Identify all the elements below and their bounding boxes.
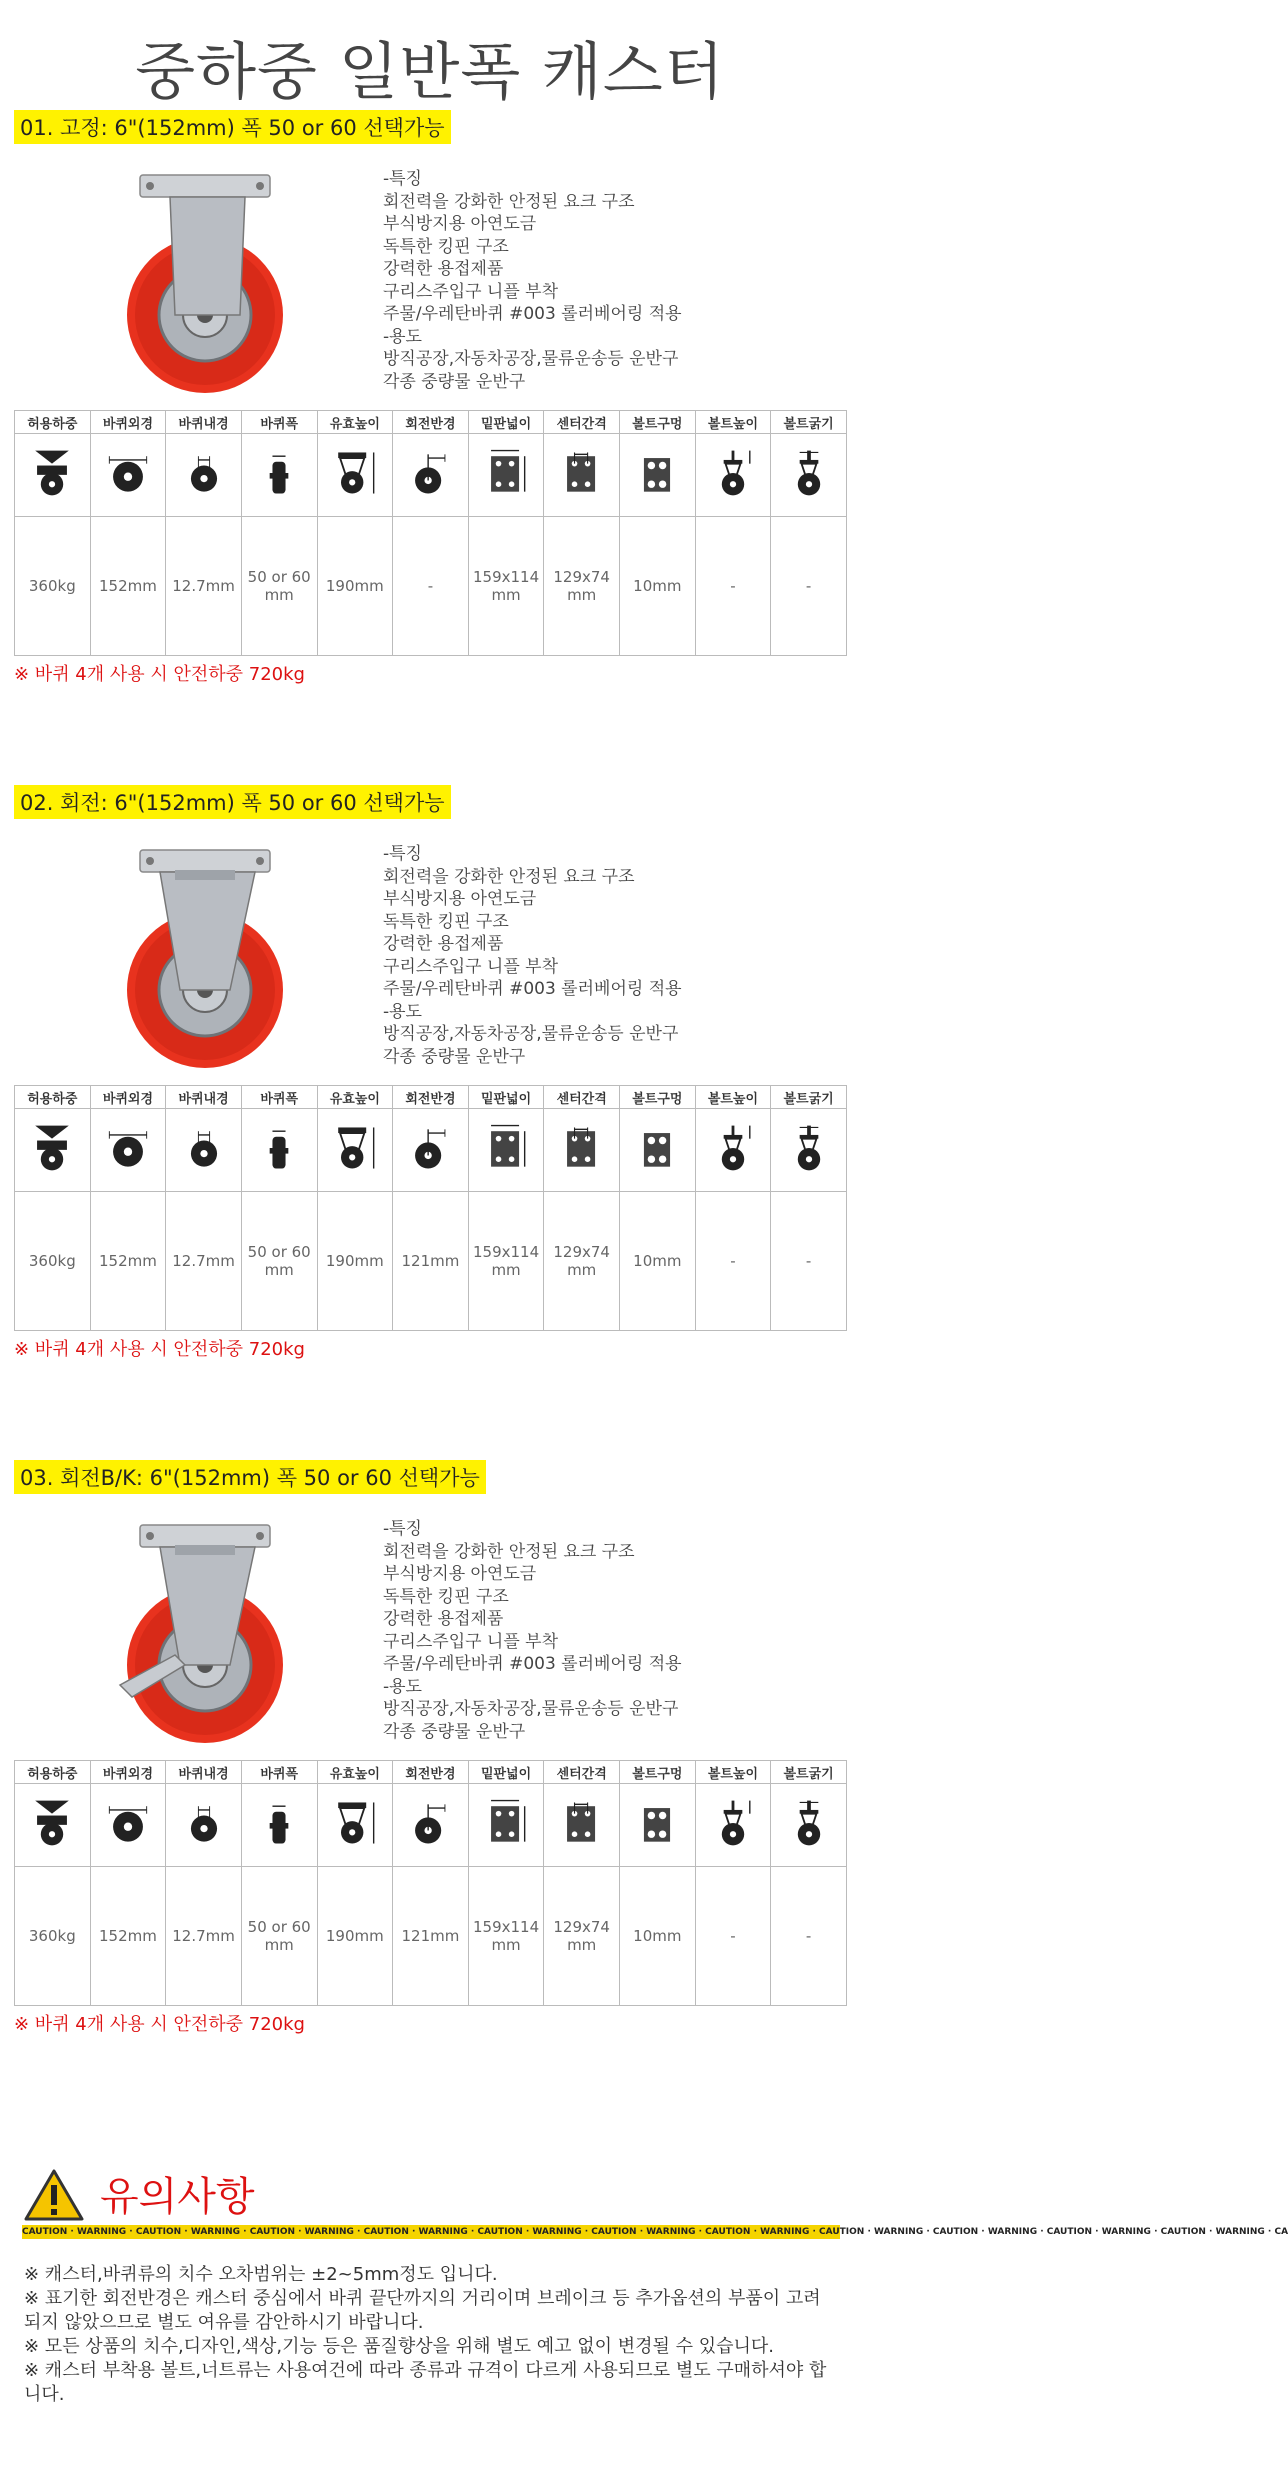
- effective-height-icon: [327, 1162, 383, 1180]
- spec-header: 센터간격: [544, 1086, 620, 1109]
- spec-value: -: [771, 517, 847, 656]
- product-section: [0, 110, 860, 785]
- effective-height-icon: [327, 1837, 383, 1855]
- bolt-height-icon: [705, 487, 761, 505]
- spec-icon-row: [15, 1784, 847, 1867]
- spec-value: 10mm: [620, 1867, 696, 2006]
- wheel-width-icon: [251, 1162, 307, 1180]
- feature-line: -특징: [383, 1519, 422, 1539]
- feature-line: 구리스주입구 니플 부착: [383, 1631, 559, 1652]
- feature-line: 회전력을 강화한 안정된 요크 구조: [383, 191, 635, 212]
- feature-line: -용도: [383, 1001, 422, 1022]
- spec-header: 볼트굵기: [771, 1761, 847, 1784]
- spec-value: 10mm: [620, 1192, 696, 1331]
- spec-value: 190mm: [317, 517, 393, 656]
- bolt-hole-icon: [629, 1162, 685, 1180]
- spec-value-row: [15, 517, 847, 656]
- spec-header: 볼트굵기: [771, 411, 847, 434]
- load-icon: [24, 1162, 80, 1180]
- spec-value: -: [393, 517, 469, 656]
- feature-line: 독특한 킹핀 구조: [383, 911, 509, 932]
- spec-icon-row: [15, 1109, 847, 1192]
- feature-line: -용도: [383, 1676, 422, 1697]
- spec-value: 159x114 mm: [468, 1192, 544, 1331]
- spec-value: 121mm: [393, 1192, 469, 1331]
- spec-header: 유효높이: [317, 1086, 393, 1109]
- spec-value-row: [15, 1867, 847, 2006]
- load-icon: [24, 487, 80, 505]
- feature-line: 각종 중량물 운반구: [383, 1046, 526, 1067]
- spec-value: 152mm: [90, 1867, 166, 2006]
- spec-value: 159x114 mm: [468, 517, 544, 656]
- page-title: 중하중 일반폭 캐스터: [135, 35, 725, 108]
- spec-value: 12.7mm: [166, 1867, 242, 2006]
- bolt-height-icon: [705, 1837, 761, 1855]
- caution-item: ※ 모든 상품의 치수,디자인,색상,기능 등은 품질향상을 위해 별도 예고 없이 변경될 수 있습니다.: [24, 2336, 774, 2357]
- plate-size-icon: [478, 1162, 534, 1180]
- section-heading: 03. 회전B/K: 6"(152mm) 폭 50 or 60 선택가능: [14, 1460, 486, 1494]
- center-spacing-icon: [554, 1162, 610, 1180]
- caution-item: ※ 표기한 회전반경은 캐스터 중심에서 바퀴 끝단까지의 거리이며 브레이크 등 추가옵션의 부품이 고려되지 않았으므로 별도 여유를 감안하시기 바랍니다.: [24, 2288, 821, 2333]
- feature-line: 독특한 킹핀 구조: [383, 1586, 509, 1607]
- center-spacing-icon: [554, 1837, 610, 1855]
- feature-line: 강력한 용접제품: [383, 259, 504, 279]
- spec-header: 허용하중: [15, 411, 91, 434]
- spec-value: 360kg: [15, 517, 91, 656]
- spec-header: 볼트구멍: [620, 1761, 696, 1784]
- feature-line: 독특한 킹핀 구조: [383, 236, 509, 257]
- feature-line: 구리스주입구 니플 부착: [383, 281, 559, 302]
- spec-value: -: [771, 1867, 847, 2006]
- spec-icon-row: [15, 434, 847, 517]
- spec-header: 밑판넓이: [468, 411, 544, 434]
- feature-line: 방직공장,자동차공장,물류운송등 운반구: [383, 1024, 679, 1044]
- feature-line: 방직공장,자동차공장,물류운송등 운반구: [383, 1699, 679, 1719]
- bolt-height-icon: [705, 1162, 761, 1180]
- spec-value: 121mm: [393, 1867, 469, 2006]
- spec-header: 바퀴폭: [241, 411, 317, 434]
- spec-header: 바퀴내경: [166, 411, 242, 434]
- feature-line: 부식방지용 아연도금: [383, 889, 537, 909]
- spec-header: 바퀴폭: [241, 1761, 317, 1784]
- warning-icon: [24, 2169, 84, 2221]
- spec-header: 볼트높이: [695, 1086, 771, 1109]
- spec-value: 129x74 mm: [544, 517, 620, 656]
- plate-size-icon: [478, 1837, 534, 1855]
- spec-value: 10mm: [620, 517, 696, 656]
- spec-value: 12.7mm: [166, 517, 242, 656]
- spec-header: 센터간격: [544, 1761, 620, 1784]
- feature-line: -특징: [383, 169, 422, 189]
- caution-item: ※ 캐스터,바퀴류의 치수 오차범위는 ±2~5mm정도 입니다.: [24, 2264, 498, 2285]
- feature-line: 강력한 용접제품: [383, 934, 504, 954]
- caution-item: ※ 캐스터 부착용 볼트,너트류는 사용여건에 따라 종류과 규격이 다르게 사용되므로 별도 구매하셔야 합니다.: [24, 2360, 827, 2405]
- spec-value: 360kg: [15, 1192, 91, 1331]
- wheel-width-icon: [251, 1837, 307, 1855]
- spec-header: 센터간격: [544, 411, 620, 434]
- feature-line: 강력한 용접제품: [383, 1609, 504, 1629]
- swivel-radius-icon: [402, 487, 458, 505]
- spec-header: 볼트높이: [695, 411, 771, 434]
- load-icon: [24, 1837, 80, 1855]
- feature-list: [383, 168, 682, 393]
- spec-table: [14, 1085, 847, 1331]
- feature-line: 구리스주입구 니플 부착: [383, 956, 559, 977]
- wheel-diameter-icon: [100, 487, 156, 505]
- spec-header: 볼트굵기: [771, 1086, 847, 1109]
- spec-value: 50 or 60 mm: [241, 517, 317, 656]
- feature-line: 주물/우레탄바퀴 #003 롤러베어링 적용: [383, 1654, 682, 1674]
- feature-line: 부식방지용 아연도금: [383, 214, 537, 234]
- spec-table: [14, 1760, 847, 2006]
- product-section: [0, 785, 860, 1460]
- spec-header: 회전반경: [393, 411, 469, 434]
- spec-header: 바퀴외경: [90, 411, 166, 434]
- caster-image: [80, 1515, 330, 1745]
- spec-value: 129x74 mm: [544, 1192, 620, 1331]
- spec-header: 밑판넓이: [468, 1086, 544, 1109]
- swivel-radius-icon: [402, 1162, 458, 1180]
- swivel-radius-icon: [402, 1837, 458, 1855]
- caster-image: [80, 165, 330, 395]
- spec-value: 360kg: [15, 1867, 91, 2006]
- caution-band: CAUTION · WARNING · CAUTION · WARNING · CAUTION · WARNING · CAUTION · WARNING · CAUTION · WARNING · CAUTION · WARNING · CAUTION · WARNING · CAUTION · WARNING · CAUTION · WARNING · CAUTION · WARNING · CAUTION · WARNING · CA: [22, 2227, 1288, 2237]
- spec-header: 허용하중: [15, 1761, 91, 1784]
- wheel-diameter-icon: [100, 1837, 156, 1855]
- feature-line: 부식방지용 아연도금: [383, 1564, 537, 1584]
- feature-line: 주물/우레탄바퀴 #003 롤러베어링 적용: [383, 979, 682, 999]
- feature-line: 각종 중량물 운반구: [383, 371, 526, 392]
- spec-value: -: [695, 1192, 771, 1331]
- spec-value: 50 or 60 mm: [241, 1867, 317, 2006]
- feature-line: -특징: [383, 844, 422, 864]
- spec-header: 볼트구멍: [620, 1086, 696, 1109]
- spec-header: 유효높이: [317, 1761, 393, 1784]
- effective-height-icon: [327, 487, 383, 505]
- spec-header-row: [15, 1086, 847, 1109]
- spec-header: 바퀴외경: [90, 1761, 166, 1784]
- feature-line: 방직공장,자동차공장,물류운송등 운반구: [383, 349, 679, 369]
- spec-header: 바퀴내경: [166, 1761, 242, 1784]
- spec-value: 190mm: [317, 1867, 393, 2006]
- product-section: [0, 1460, 860, 2135]
- bolt-hole-icon: [629, 1837, 685, 1855]
- spec-header: 바퀴폭: [241, 1086, 317, 1109]
- spec-value: 190mm: [317, 1192, 393, 1331]
- spec-header: 회전반경: [393, 1761, 469, 1784]
- section-heading: 02. 회전: 6"(152mm) 폭 50 or 60 선택가능: [14, 785, 451, 819]
- spec-header: 회전반경: [393, 1086, 469, 1109]
- bolt-diameter-icon: [781, 1837, 837, 1855]
- spec-value: 50 or 60 mm: [241, 1192, 317, 1331]
- feature-line: 주물/우레탄바퀴 #003 롤러베어링 적용: [383, 304, 682, 324]
- feature-line: -용도: [383, 326, 422, 347]
- spec-value: -: [695, 517, 771, 656]
- spec-header: 허용하중: [15, 1086, 91, 1109]
- bolt-diameter-icon: [781, 487, 837, 505]
- spec-value-row: [15, 1192, 847, 1331]
- center-spacing-icon: [554, 487, 610, 505]
- wheel-bore-icon: [176, 1837, 232, 1855]
- section-heading: 01. 고정: 6"(152mm) 폭 50 or 60 선택가능: [14, 110, 451, 144]
- wheel-bore-icon: [176, 1162, 232, 1180]
- wheel-width-icon: [251, 487, 307, 505]
- spec-header: 볼트구멍: [620, 411, 696, 434]
- wheel-bore-icon: [176, 487, 232, 505]
- spec-table: [14, 410, 847, 656]
- spec-header-row: [15, 1761, 847, 1784]
- spec-value: 159x114 mm: [468, 1867, 544, 2006]
- safety-load-note: ※ 바퀴 4개 사용 시 안전하중 720kg: [14, 1339, 305, 1360]
- spec-header: 밑판넓이: [468, 1761, 544, 1784]
- feature-list: [383, 1518, 682, 1743]
- spec-header: 바퀴내경: [166, 1086, 242, 1109]
- caution-list: [24, 2263, 836, 2407]
- feature-line: 회전력을 강화한 안정된 요크 구조: [383, 1541, 635, 1562]
- caster-image: [80, 840, 330, 1070]
- spec-header-row: [15, 411, 847, 434]
- spec-header: 유효높이: [317, 411, 393, 434]
- safety-load-note: ※ 바퀴 4개 사용 시 안전하중 720kg: [14, 2014, 305, 2035]
- plate-size-icon: [478, 487, 534, 505]
- bolt-hole-icon: [629, 487, 685, 505]
- spec-header: 볼트높이: [695, 1761, 771, 1784]
- spec-header: 바퀴외경: [90, 1086, 166, 1109]
- feature-line: 각종 중량물 운반구: [383, 1721, 526, 1742]
- safety-load-note: ※ 바퀴 4개 사용 시 안전하중 720kg: [14, 664, 305, 685]
- caution-title: 유의사항: [100, 2174, 255, 2220]
- spec-value: 152mm: [90, 517, 166, 656]
- spec-value: -: [771, 1192, 847, 1331]
- spec-value: 152mm: [90, 1192, 166, 1331]
- spec-value: -: [695, 1867, 771, 2006]
- spec-value: 12.7mm: [166, 1192, 242, 1331]
- spec-value: 129x74 mm: [544, 1867, 620, 2006]
- wheel-diameter-icon: [100, 1162, 156, 1180]
- feature-line: 회전력을 강화한 안정된 요크 구조: [383, 866, 635, 887]
- feature-list: [383, 843, 682, 1068]
- bolt-diameter-icon: [781, 1162, 837, 1180]
